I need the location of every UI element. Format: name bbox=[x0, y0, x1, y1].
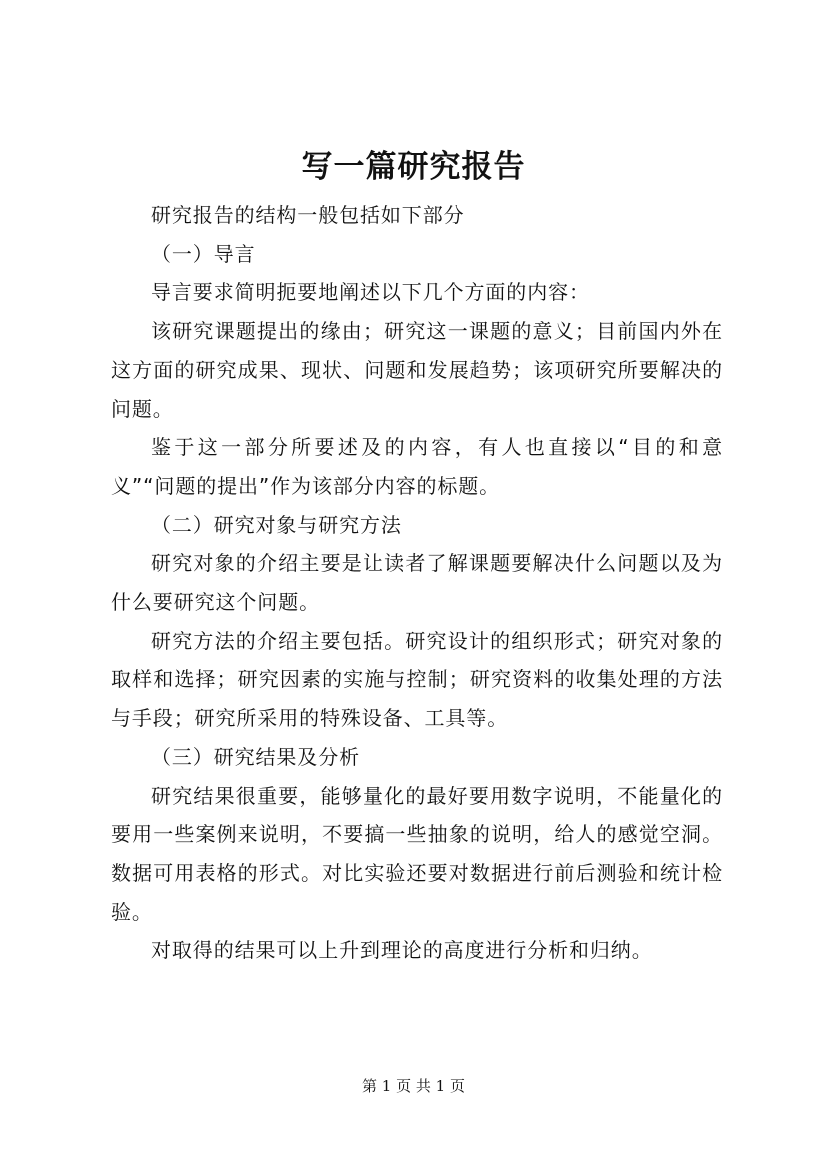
paragraph-research-methods: 研究方法的介绍主要包括。研究设计的组织形式；研究对象的取样和选择；研究因素的实施与控制；研究资料的收集处理的方法与手段；研究所采用的特殊设备、工具等。 bbox=[111, 628, 723, 731]
section-heading-results-analysis: （三）研究结果及分析 bbox=[151, 744, 360, 769]
section-heading-introduction: （一）导言 bbox=[151, 241, 256, 266]
page-number-footer: 第 1 页 共 1 页 bbox=[362, 1077, 465, 1095]
document-body bbox=[111, 196, 723, 970]
paragraph-introduction-title-note: 鉴于这一部分所要述及的内容，有人也直接以“目的和意义”“问题的提出”作为该部分内容的标题。 bbox=[111, 435, 723, 498]
paragraph-results-theory: 对取得的结果可以上升到理论的高度进行分析和归纳。 bbox=[151, 938, 653, 963]
paragraph-introduction-requirement: 导言要求简明扼要地阐述以下几个方面的内容： bbox=[151, 280, 590, 305]
document-title: 写一篇研究报告 bbox=[301, 149, 526, 185]
paragraph-introduction-contents: 该研究课题提出的缘由；研究这一课题的意义；目前国内外在这方面的研究成果、现状、问题和发展趋势；该项研究所要解决的问题。 bbox=[111, 319, 723, 421]
paragraph-research-objects: 研究对象的介绍主要是让读者了解课题要解决什么问题以及为什么要研究这个问题。 bbox=[111, 551, 723, 615]
paragraph-structure-intro: 研究报告的结构一般包括如下部分 bbox=[151, 203, 465, 227]
paragraph-results-importance: 研究结果很重要，能够量化的最好要用数字说明，不能量化的要用一些案例来说明，不要搞一些抽象的说明，给人的感觉空洞。数据可用表格的形式。对比实验还要对数据进行前后测验和统计检验。 bbox=[111, 783, 723, 924]
section-heading-objects-methods: （二）研究对象与研究方法 bbox=[151, 512, 402, 537]
